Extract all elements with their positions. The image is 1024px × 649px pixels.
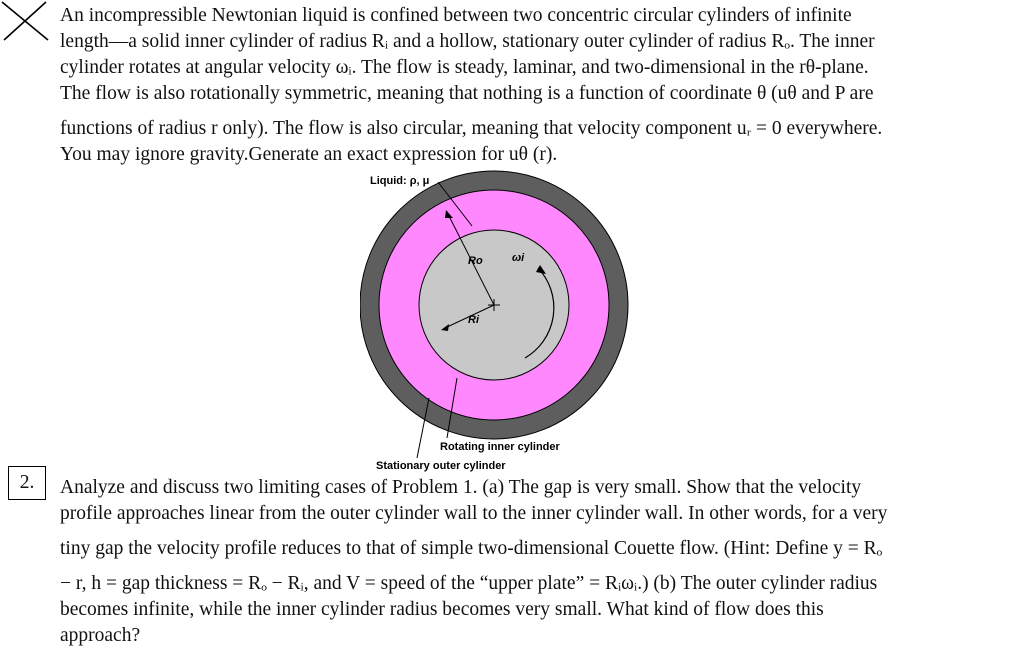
problem-2-line: − r, h = gap thickness = Rₒ − Rᵢ, and V = speed of the “upper plate” = Rᵢωᵢ.) (b) The outer cylinder radius [60,573,878,594]
problem-1-line: cylinder rotates at angular velocity ωᵢ. The flow is steady, laminar, and two-dimensional in the rθ-plane. [60,57,869,78]
problem-1-line: functions of radius r only). The flow is also circular, meaning that velocity component uᵣ = 0 everywhere. [60,118,883,139]
ri-label: Ri [468,314,479,326]
problem-2-line: tiny gap the velocity profile reduces to that of simple two-dimensional Couette flow. (Hint: Define y = Rₒ [60,538,883,559]
problem-1-line: The flow is also rotationally symmetric, meaning that nothing is a function of coordinate θ (uθ and P are [60,83,874,104]
problem-2-text [60,475,980,649]
cross-mark-icon [0,0,52,44]
problem-1-line: length—a solid inner cylinder of radius Rᵢ and a hollow, stationary outer cylinder of radius Rₒ. The inner [60,31,875,52]
problem-number-box: 2. [8,466,46,500]
liquid-label: Liquid: ρ, μ [370,175,430,187]
problem-2-line: approach? [60,625,141,646]
problem-2-line: Analyze and discuss two limiting cases of Problem 1. (a) The gap is very small. Show that the velocity [60,477,862,498]
problem-1-text [60,3,980,168]
inner-cylinder-label: Rotating inner cylinder [440,441,560,453]
problem-1-line: You may ignore gravity.Generate an exact expression for uθ (r). [60,144,558,165]
ro-label: Ro [468,255,483,267]
outer-cylinder-label: Stationary outer cylinder [376,460,506,472]
problem-2-line: becomes infinite, while the inner cylinder radius becomes very small. What kind of flow does this [60,599,824,620]
problem-1-line: An incompressible Newtonian liquid is confined between two concentric circular cylinders of infinite [60,5,852,26]
omega-label: ωi [512,252,525,264]
problem-2-line: profile approaches linear from the outer cylinder wall to the inner cylinder wall. In other words, for a very [60,503,888,524]
concentric-cylinders-figure [360,168,660,474]
